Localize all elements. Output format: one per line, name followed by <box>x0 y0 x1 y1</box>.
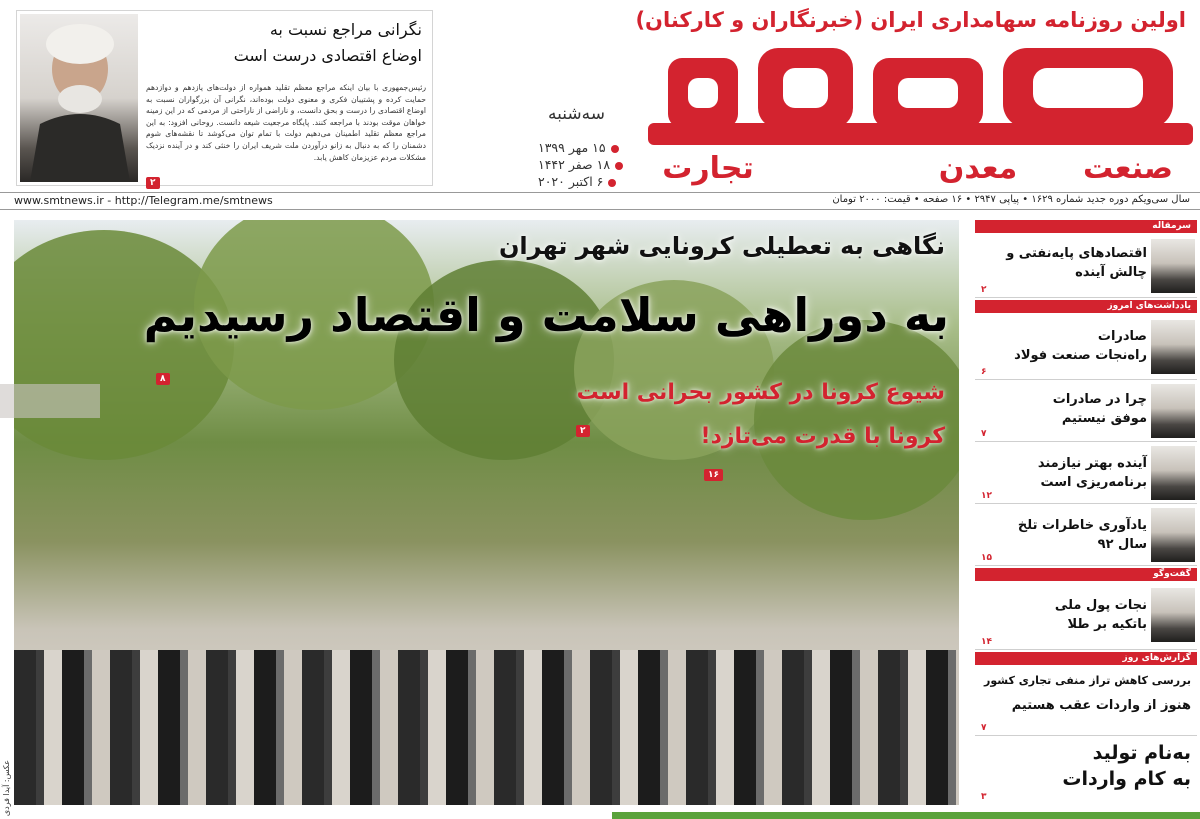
date-lunar: ۱۸ صفر ۱۴۴۲ <box>538 157 623 172</box>
issue-info: سال سی‌ویکم دوره جدید شماره ۱۶۲۹ • پیاپی ۲۹۴۷ • ۱۶ صفحه • قیمت: ۲۰۰۰ تومان <box>832 194 1190 205</box>
hero-photo[interactable] <box>14 220 959 805</box>
rouhani-body: رئیس‌جمهوری با بیان اینکه مراجع معظم تقلید همواره از دولت‌های یازدهم و دوازدهم حمایت کرده و پشتیبان فکری و معنوی دولت بوده‌اند، نگرانی آن بزرگواران نسبت به اوضاع اقتصادی را درست و بحق دانست، و ناراضی از ناراحتی از مردمی که در این زمینه خواهان موقت بودند با مراجعه کنند. پایگاه مرجعیت شیعه دانست. روحانی افزود: به این مراجع معظم تقلید اطمینان می‌دهیم دولت با تمام توان می‌کوشد تا نقشه‌های شوم دشمنان را که به دنبال به زانو درآوردن ملت شریف ایران را خنثی کند و در آینده نزدیک مشکلات مردم عزیزمان کاهش یابد. <box>146 83 426 162</box>
sidebar <box>975 220 1197 805</box>
portrait-image <box>20 14 138 182</box>
date-gregorian: ۶ اکتبر ۲۰۲۰ <box>538 174 616 189</box>
sub1-page-badge: ۲ <box>576 418 590 437</box>
rouhani-title-line1: نگرانی مراجع نسبت به <box>269 20 422 39</box>
sidebar-item-editorial[interactable]: اقتصادهای پایه‌نفتی و چالش آینده ۲ <box>975 234 1197 298</box>
page-number: ۳ <box>981 792 987 802</box>
rouhani-title-line2: اوضاع اقتصادی درست است <box>233 46 422 65</box>
faded-watermark <box>0 384 100 418</box>
author-photo <box>1151 588 1195 642</box>
sidebar-item-planning[interactable]: آینده بهتر نیازمند برنامه‌ریزی است ۱۲ <box>975 442 1197 504</box>
page-number: ۱۴ <box>981 637 992 647</box>
section-interview: گفت‌وگو <box>975 568 1197 581</box>
headline-page-badge: ۸ <box>156 366 170 385</box>
sidebar-item-trade-balance[interactable]: بررسی کاهش تراز منفی تجاری کشور هنوز از واردات عقب هستیم ۷ <box>975 666 1197 736</box>
tree-foliage <box>754 320 959 520</box>
sidebar-item-steel[interactable]: صادرات راه‌نجات صنعت فولاد ۶ <box>975 314 1197 380</box>
bullet-icon <box>611 145 619 153</box>
pedestrians-crowd <box>14 650 959 805</box>
author-photo <box>1151 446 1195 500</box>
bullet-icon <box>615 162 623 170</box>
photo-credit: عکس: آیدا فردی <box>2 760 11 817</box>
page-number: ۷ <box>981 429 987 439</box>
sidebar-item-memories[interactable]: یادآوری خاطرات تلخ سال ۹۲ ۱۵ <box>975 504 1197 566</box>
date-solar: ۱۵ مهر ۱۳۹۹ <box>538 140 619 155</box>
rouhani-page-badge: ۲ <box>146 170 160 189</box>
page-number: ۷ <box>981 723 987 733</box>
sidebar-item-currency[interactable]: نجات پول ملی باتکیه بر طلا ۱۴ <box>975 582 1197 650</box>
masthead-tagline: اولین روزنامه سهامداری ایران (خبرنگاران و کارکنان) <box>635 8 1186 32</box>
author-photo <box>1151 384 1195 438</box>
rouhani-photo <box>20 14 138 182</box>
hero-subheadline-2[interactable]: کرونا با قدرت می‌تازد! <box>700 424 945 449</box>
page-number: ۱۵ <box>981 553 992 563</box>
logo-sub-industry: صنعت <box>1083 151 1173 186</box>
logo-sub-mine: معدن <box>938 151 1018 186</box>
page-number: ۶ <box>981 367 987 377</box>
weekday: سه‌شنبه <box>548 104 605 124</box>
bottom-green-bar <box>612 812 1200 819</box>
hero-subheadline-1[interactable]: شیوع کرونا در کشور بحرانی است <box>576 380 945 405</box>
page-number: ۱۲ <box>981 491 992 501</box>
sidebar-item-exports[interactable]: چرا در صادرات موفق نیستیم ۷ <box>975 380 1197 442</box>
section-editorial: سرمقاله <box>975 220 1197 233</box>
logo-sub-trade: تجارت <box>662 151 754 186</box>
newspaper-logo[interactable] <box>648 38 1193 188</box>
hero-kicker: نگاهی به تعطیلی کرونایی شهر تهران <box>498 232 945 260</box>
website-links[interactable]: www.smtnews.ir - http://Telegram.me/smtnews <box>14 194 273 207</box>
section-notes: یادداشت‌های امروز <box>975 300 1197 313</box>
author-photo <box>1151 239 1195 293</box>
page-number: ۲ <box>981 285 987 295</box>
bullet-icon <box>608 179 616 187</box>
author-photo <box>1151 320 1195 374</box>
sidebar-item-production[interactable]: به‌نام تولید به کام واردات ۳ <box>981 742 1191 802</box>
author-photo <box>1151 508 1195 562</box>
section-reports: گزارش‌های روز <box>975 652 1197 665</box>
sub2-page-badge: ۱۶ <box>704 462 723 481</box>
hero-headline[interactable]: به دوراهی سلامت و اقتصاد رسیدیم <box>143 288 949 342</box>
tree-foliage <box>14 230 234 460</box>
